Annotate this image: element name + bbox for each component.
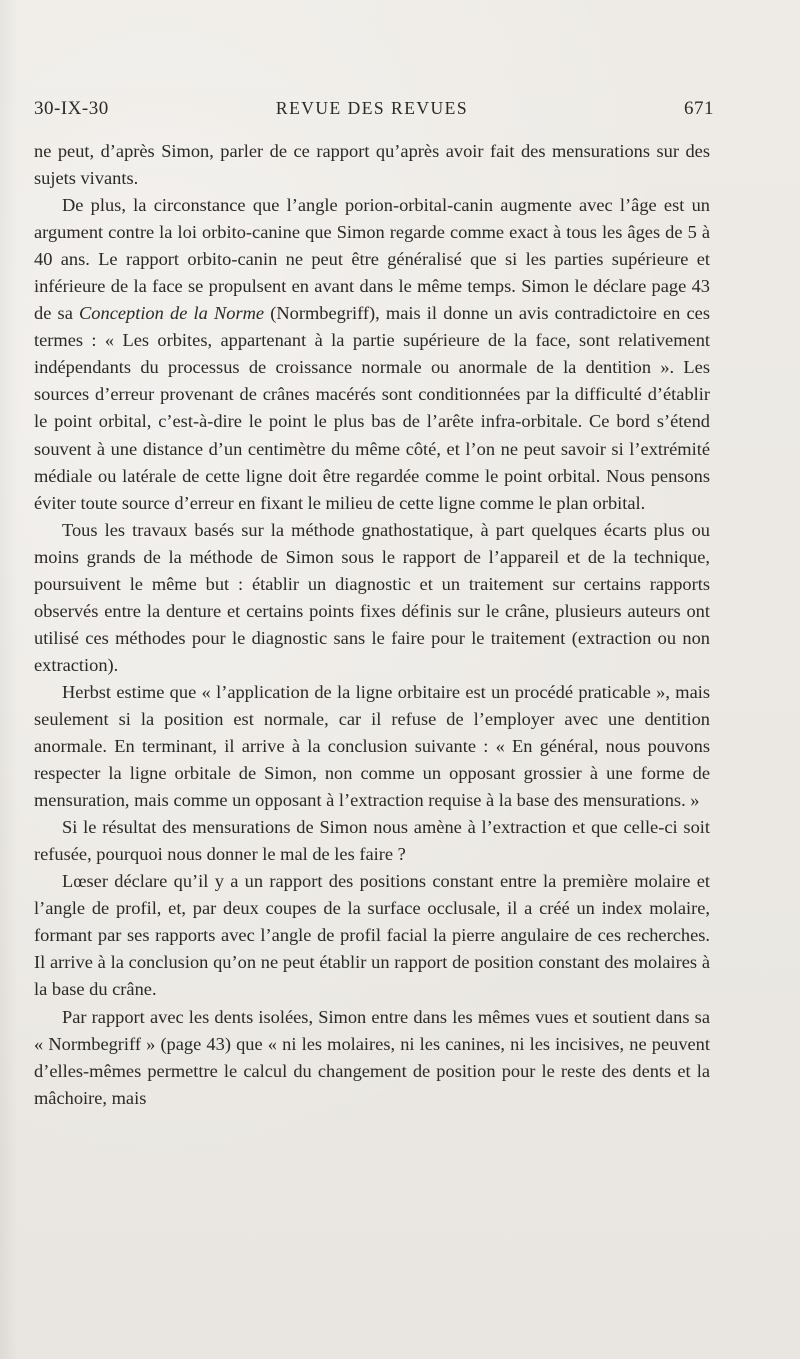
paragraph-2-text-before: De plus, la circonstance que l’angle porion-orbital-canin augmente avec l’âge est un argument contre la loi orbito-canine que Simon regarde comme exact à tous les âges de 5 à 40 ans. Le rapport orbito-canin ne peut être généralisé que si les parties supérieure et inférieure de la face se propulsent en avant dans le même temps. Simon le déclare page 43 de sa xyxy=(34,195,710,324)
paragraph-1: ne peut, d’après Simon, parler de ce rapport qu’après avoir fait des mensurations sur des sujets vivants. xyxy=(34,141,710,189)
document-page xyxy=(34,98,714,1112)
journal-title: REVUE DES REVUES xyxy=(275,98,469,118)
book-title-italic: Conception de la Norme xyxy=(79,303,265,324)
paragraph-6: Lœser déclare qu’il y a un rapport des positions constant entre la première molaire et l’angle de profil, et, par deux coupes de la surface occlusale, il a créé un index molaire, formant par ses rapports avec l’angle de profil facial la pierre angulaire de ces recherches. Il arrive à la conclusion qu’on ne peut établir un rapport de position constant des molaires à la base du crâne. xyxy=(34,871,710,1000)
paragraph-3: Tous les travaux basés sur la méthode gnathostatique, à part quelques écarts plus ou moins grands de la méthode de Simon sous le rapport de l’appareil et de la technique, poursuivent le même but : établir un diagnostic et un traitement sur certains rapports observés entre la denture et certains points fixes définis sur le crâne, plusieurs auteurs ont utilisé ces méthodes pour le diagnostic sans le faire pour le traitement (extraction ou non extraction). xyxy=(34,519,710,675)
paragraph-4: Herbst estime que « l’application de la ligne orbitaire est un procédé praticable », mais seulement si la position est normale, car il refuse de l’employer avec une dentition anormale. En terminant, il arrive à la conclusion suivante : « En général, nous pouvons respecter la ligne orbitale de Simon, non comme un opposant grossier à une forme de mensuration, mais comme un opposant à l’extraction requise à la base des mensurations. » xyxy=(34,681,710,811)
page-number: 671 xyxy=(684,98,714,119)
header-date: 30-IX-30 xyxy=(34,98,109,119)
paragraph-5: Si le résultat des mensurations de Simon nous amène à l’extraction et que celle-ci soit refusée, pourquoi nous donner le mal de les faire ? xyxy=(34,817,710,865)
article-body xyxy=(34,138,710,1112)
paragraph-2-text-after: (Normbegriff), mais il donne un avis contradictoire en ces termes : « Les orbites, appartenant à la partie supérieure de la face, sont relativement indépendants du processus de croissance normale ou anormale de la dentition ». Les sources d’erreur provenant de crânes macérés sont conditionnées par la difficulté d’établir le point orbital, c’est-à-dire le point le plus bas de l’arête infra-orbitale. Ce bord s’étend souvent à une distance d’un centimètre du même côté, et l’on ne peut savoir si l’extrémité médiale ou latérale de cette ligne doit être regardée comme le point orbital. Nous pensons éviter toute source d’erreur en fixant le milieu de cette ligne comme le plan orbital. xyxy=(34,303,710,513)
paragraph-2 xyxy=(34,192,710,517)
paragraph-7: Par rapport avec les dents isolées, Simon entre dans les mêmes vues et soutient dans sa « Normbegriff » (page 43) que « ni les molaires, ni les canines, ni les incisives, ne peuvent d’elles-mêmes permettre le calcul du changement de position pour le reste des dents et la mâchoire, mais xyxy=(34,1006,710,1108)
running-header xyxy=(34,98,714,138)
